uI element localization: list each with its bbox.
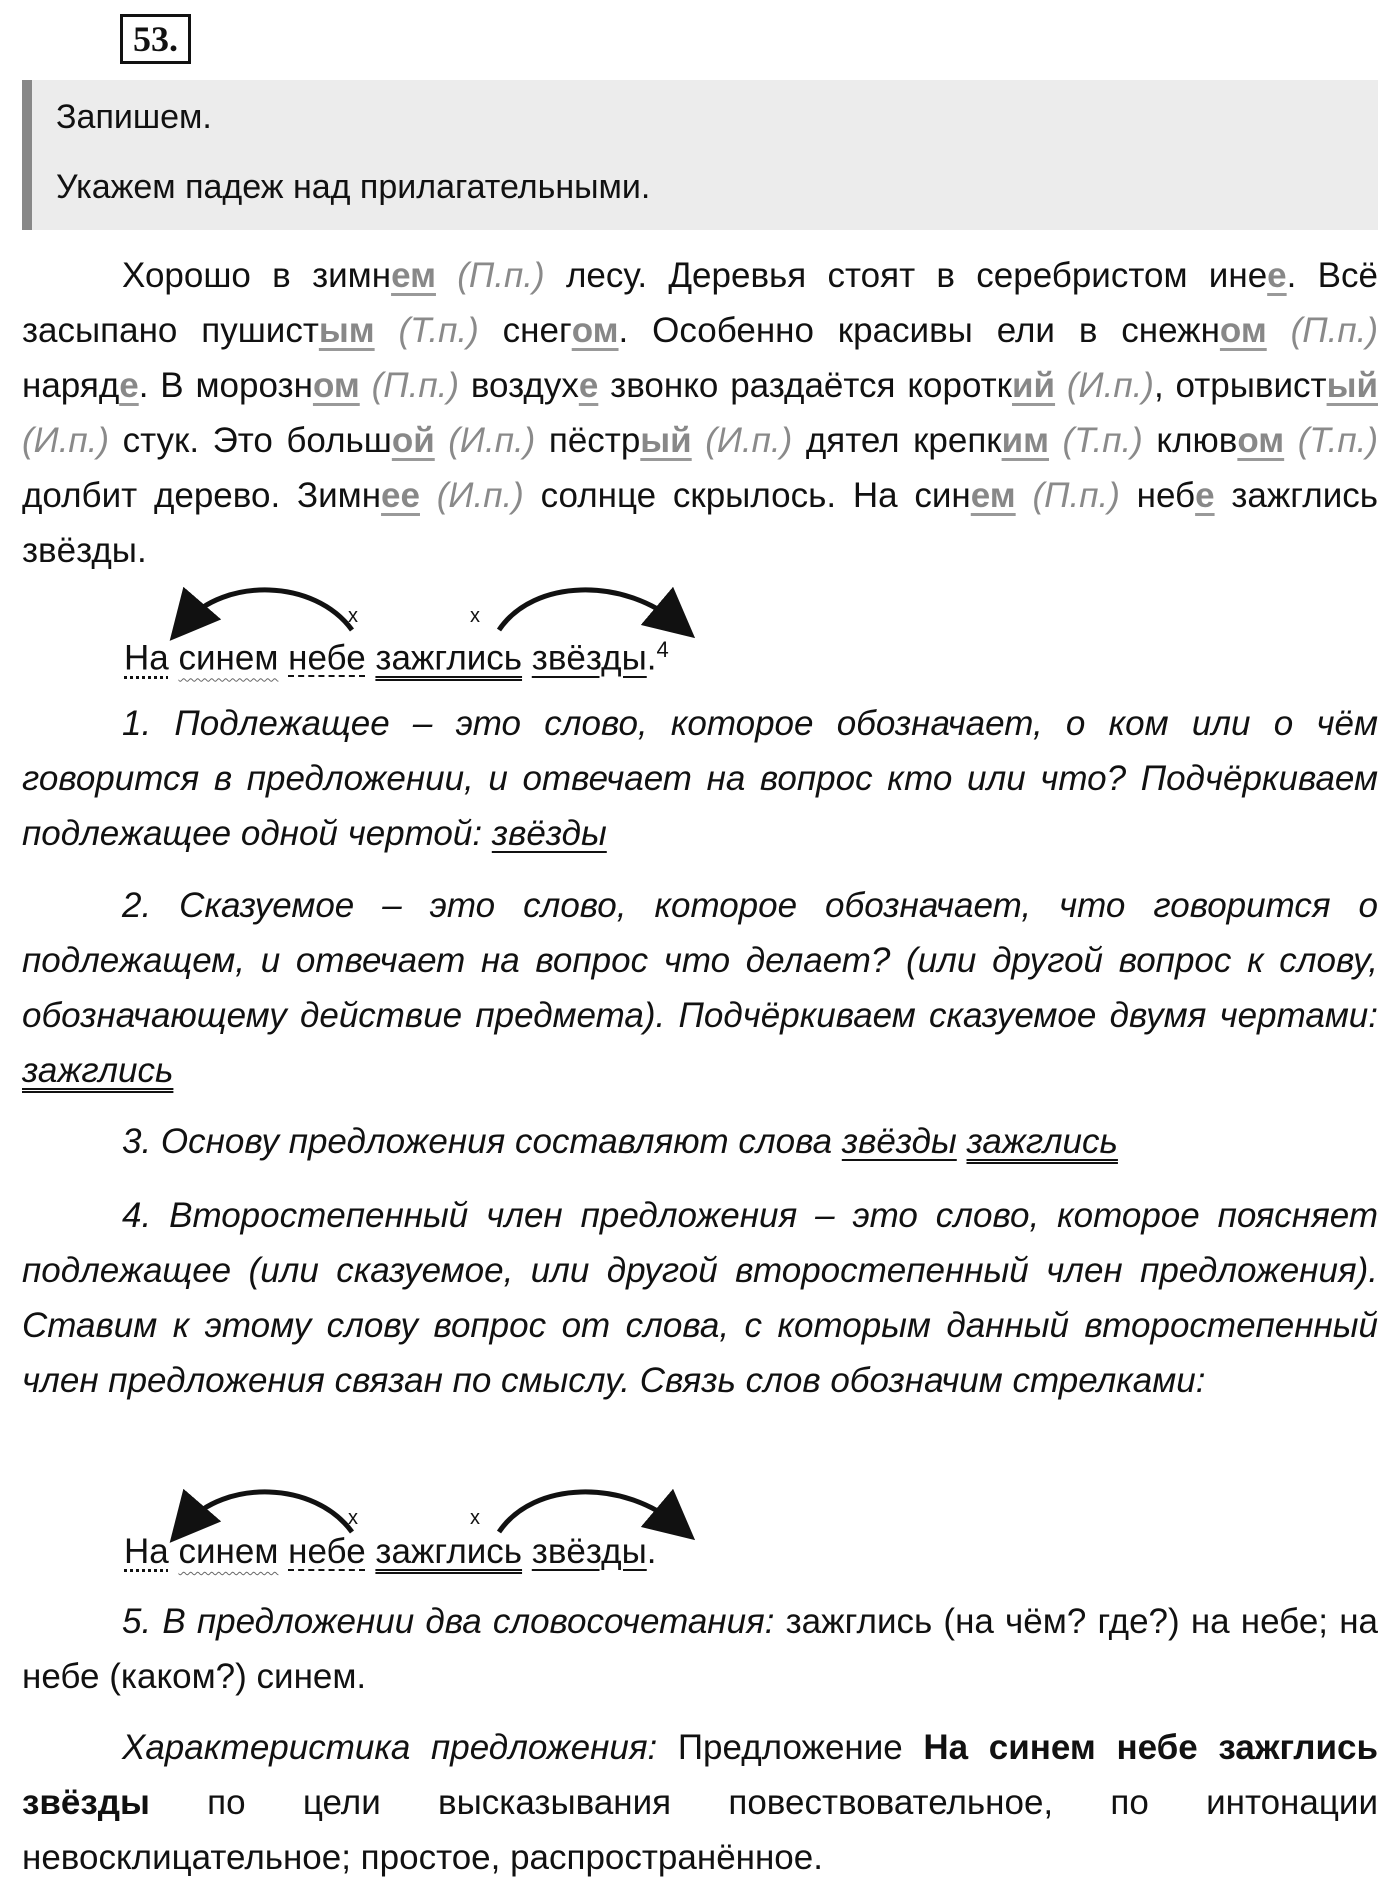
characteristic: Характеристика предложения: Предложение На синем небе зажглись звёзды по цели высказывания повествовательное, по интонации невосклицательное; простое, распространённое. bbox=[22, 1728, 1378, 1877]
word-zvezdy: звёзды bbox=[531, 1532, 647, 1571]
main-text: Хорошо в зимнем (П.п.) лесу. Деревья стоят в серебристом инее. Всё засыпано пушистым (Т.п.) снегом. Особенно красивы ели в снежном (П.п.) наряде. В морозном (П.п.) воздухе звонко раздаётся короткий (И.п.), отрывистый (И.п.) стук. Это большой (И.п.) пёстрый (И.п.) дятел крепким (Т.п.) клювом (Т.п.) долбит дерево. Зимнее (И.п.) солнце скрылось. На синем (П.п.) небе зажглись звёзды. bbox=[22, 256, 1378, 570]
word-na: На bbox=[124, 1532, 169, 1571]
instruction-line-1: Запишем. bbox=[56, 98, 212, 136]
instruction-line-2: Укажем падеж над прилагательными. bbox=[56, 168, 651, 206]
x-mark: х bbox=[470, 1507, 480, 1529]
sentence-scheme-2: х х На синем небе зажглись звёзды. bbox=[124, 1532, 656, 1572]
word-zvezdy: звёзды bbox=[531, 638, 647, 678]
item-1: 1. Подлежащее – это слово, которое обозначает, о ком или о чём говорится в предложении, и отвечает на вопрос кто или что? Подчёркиваем подлежащее одной чертой: звёзды bbox=[22, 704, 1378, 853]
footnote-mark: 4 bbox=[656, 637, 669, 662]
word-sinem: синем bbox=[178, 638, 279, 678]
word-zazhglis: зажглись bbox=[375, 1532, 523, 1571]
item-2: 2. Сказуемое – это слово, которое обозначает, что говорится о подлежащем, и отвечает на вопрос что делает? (или другой вопрос к слову, обозначающему действие предмета). Подчёркиваем сказуемое двумя чертами: зажглись bbox=[22, 886, 1378, 1090]
word-nebe: небе bbox=[288, 638, 366, 678]
exercise-number: 53. bbox=[120, 14, 191, 64]
x-mark: х bbox=[348, 1507, 358, 1529]
instruction-box bbox=[22, 80, 1378, 230]
word-na: На bbox=[124, 638, 169, 678]
link-arrows-1 bbox=[124, 586, 724, 646]
item-5: 5. В предложении два словосочетания: зажглись (на чём? где?) на небе; на небе (каком?) синем. bbox=[22, 1602, 1378, 1696]
x-mark: х bbox=[470, 605, 480, 627]
word-zazhglis: зажглись bbox=[375, 638, 523, 678]
word-sinem: синем bbox=[178, 1532, 279, 1571]
sentence-scheme-1: х х На синем небе зажглись звёзды.$^4$ bbox=[124, 630, 669, 679]
word-nebe: небе bbox=[288, 1532, 366, 1571]
item-4: 4. Второстепенный член предложения – это слово, которое поясняет подлежащее (или сказуемое, или другой второстепенный член предложения). Ставим к этому слову вопрос от слова, с которым данный второстепенный член предложения связан по смыслу. Связь слов обозначим стрелками: bbox=[22, 1196, 1378, 1400]
link-arrows-2 bbox=[124, 1488, 724, 1548]
item-3: 3. Основу предложения составляют слова звёзды зажглись bbox=[122, 1122, 1118, 1161]
x-mark: х bbox=[348, 605, 358, 627]
